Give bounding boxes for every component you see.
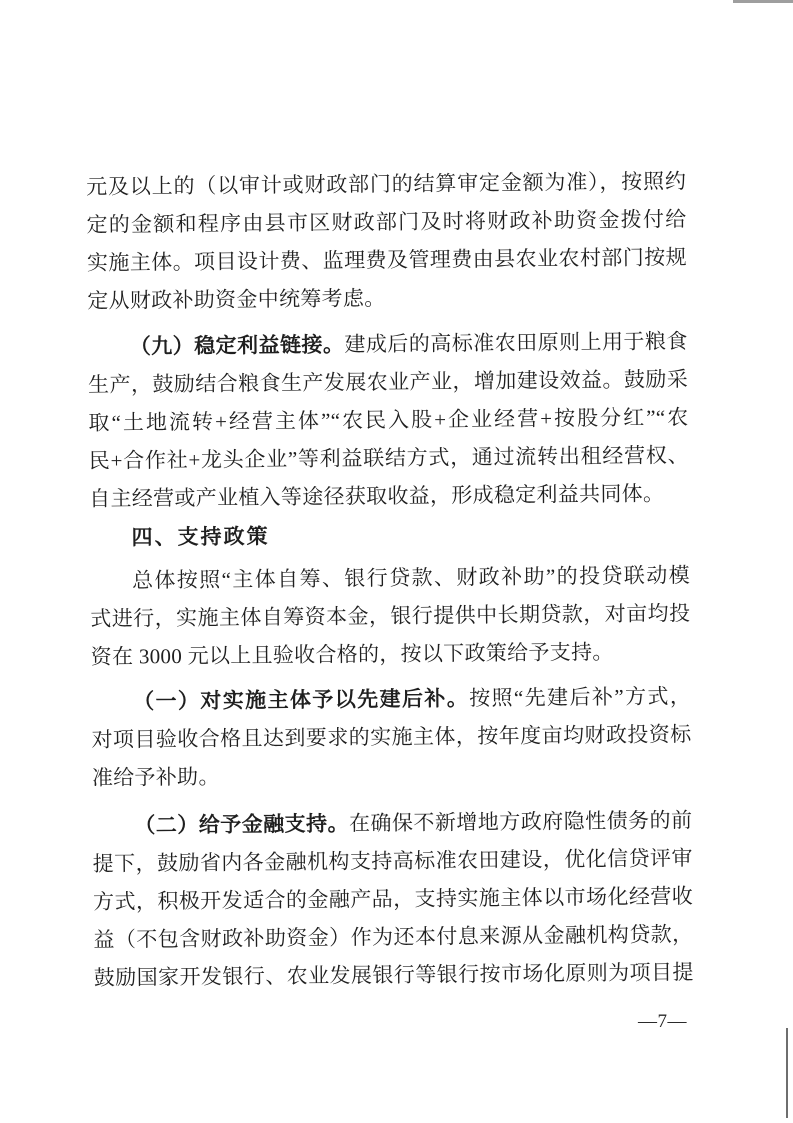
text-line	[91, 632, 691, 676]
scan-artifact-top-edge	[733, 0, 793, 3]
bold-lead-text: 四、支持政策	[131, 525, 270, 550]
body-text: 益（不包含财政补助资金）作为还本付息来源从金融机构贷款，	[93, 922, 694, 952]
paragraph	[92, 801, 694, 997]
bold-lead-text: （九）稳定利益链接。	[129, 332, 345, 359]
text-line	[86, 162, 686, 206]
body-text: 取“土地流转+经营主体”“农民入股+企业经营+按股分红”“农	[88, 405, 689, 435]
body-text: 式进行，实施主体自筹资本金，银行提供中长期贷款，对亩均投	[90, 601, 691, 631]
text-line	[91, 677, 691, 721]
text-line	[94, 953, 694, 997]
bold-lead-text: （二）给予金融支持。	[134, 811, 350, 838]
paragraph	[91, 677, 692, 797]
body-text: 资在 3000 元以上且验收合格的，按以下政策给予支持。	[90, 639, 614, 669]
paragraph	[86, 162, 687, 320]
body-text: 在确保不新增地方政府隐性债务的前	[348, 808, 693, 836]
text-line	[92, 753, 692, 797]
paragraph	[88, 322, 690, 518]
text-line	[93, 877, 693, 921]
body-text: 建成后的高标准农田原则上用于粮食	[344, 329, 688, 357]
paragraph	[90, 556, 691, 676]
body-text: 定的金额和程序由县市区财政部门及时将财政补助资金拨付给	[86, 207, 687, 237]
body-text: 定从财政补助资金中统筹考虑。	[87, 286, 386, 313]
body-text: 实施主体。项目设计费、监理费及管理费由县农业农村部门按规	[86, 245, 688, 275]
text-line	[89, 436, 689, 480]
section-heading	[89, 514, 689, 558]
text-line	[90, 556, 690, 600]
text-line	[92, 801, 692, 845]
body-text: 方式，积极开发适合的金融产品，支持实施主体以市场化经营收	[92, 884, 694, 914]
text-line	[91, 715, 691, 759]
scan-artifact-right-edge	[786, 1028, 788, 1118]
text-line	[87, 276, 687, 320]
text-line	[86, 200, 686, 244]
text-line	[89, 474, 689, 518]
body-text: 按照“先建后补”方式，	[469, 684, 692, 711]
text-line	[88, 322, 688, 366]
body-text: 准给予补助。	[91, 764, 220, 790]
text-line	[93, 839, 693, 883]
section-heading-block	[89, 514, 689, 558]
text-line	[93, 915, 693, 959]
text-line	[88, 398, 688, 442]
body-text: 鼓励国家开发银行、农业发展银行等银行按市场化原则为项目提	[93, 960, 694, 990]
body-text: 元及以上的（以审计或财政部门的结算审定金额为准），按照约	[86, 169, 687, 199]
bold-lead-text: （一）对实施主体予以先建后补。	[133, 686, 470, 714]
body-text: 总体按照“主体自筹、银行贷款、财政补助”的投贷联动模	[131, 563, 691, 593]
body-text: 生产，鼓励结合粮食生产发展农业产业，增加建设效益。鼓励采	[88, 367, 689, 397]
body-text: 民+合作社+龙头企业”等利益联结方式，通过流转出租经营权、	[88, 443, 689, 473]
text-line	[90, 594, 690, 638]
body-text: 自主经营或产业植入等途径获取收益，形成稳定利益共同体。	[89, 481, 665, 511]
text-line	[87, 238, 687, 282]
document-body	[86, 162, 694, 997]
text-line	[88, 360, 688, 404]
body-text: 提下，鼓励省内各金融机构支持高标准农田建设，优化信贷评审	[92, 846, 693, 876]
page-number: —7—	[638, 1011, 687, 1032]
body-text: 对项目验收合格且达到要求的实施主体，按年度亩均财政投资标	[91, 722, 692, 752]
